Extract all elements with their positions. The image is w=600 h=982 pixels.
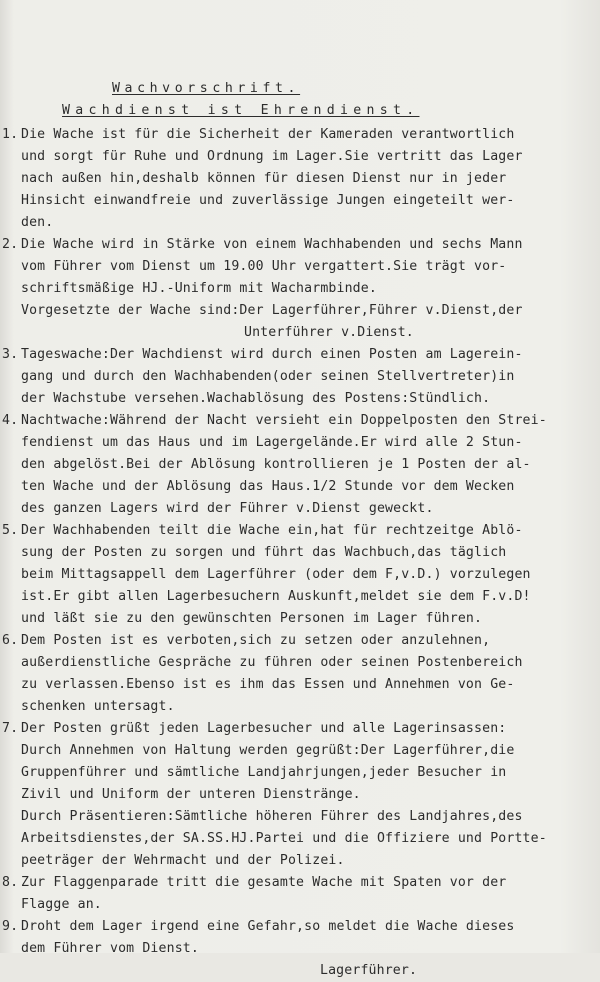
rule-line: fendienst um das Haus und im Lagergelände.Er wird alle 2 Stun-: [21, 435, 523, 450]
rule-line: außerdienstliche Gespräche zu führen oder seinen Postenbereich: [21, 655, 523, 670]
rule-line: des ganzen Lagers wird der Führer v.Dienst geweckt.: [21, 501, 434, 516]
document-title: Wachvorschrift.: [112, 81, 301, 96]
rule-item-3: [0, 344, 600, 410]
rule-line: der Wachstube versehen.Wachablösung des Postens:Stündlich.: [21, 391, 491, 406]
rule-line: Die Wache ist für die Sicherheit der Kameraden verantwortlich: [21, 127, 515, 142]
rule-line-indented: Unterführer v.Dienst.: [244, 325, 414, 340]
rule-line: ist.Er gibt allen Lagerbesuchern Auskunft,meldet sie dem F.v.D!: [21, 589, 531, 604]
rule-line: Flagge an.: [21, 897, 102, 912]
rule-line: Durch Annehmen von Haltung werden gegrüßt:Der Lagerführer,die: [21, 743, 515, 758]
rule-line: den abgelöst.Bei der Ablösung kontrollieren je 1 Posten der al-: [21, 457, 531, 472]
rule-line: Der Wachhabenden teilt die Wache ein,hat für rechtzeitge Ablö-: [21, 523, 523, 538]
rule-item-2: [0, 234, 600, 344]
rule-item-1: [0, 124, 600, 234]
rule-number: 9.: [2, 919, 19, 934]
rule-item-5: [0, 520, 600, 630]
rule-number: 4.: [2, 413, 19, 428]
rule-line: schenken untersagt.: [21, 699, 175, 714]
rule-number: 1.: [2, 127, 19, 142]
rule-number: 3.: [2, 347, 19, 362]
rule-line: Hinsicht einwandfreie und zuverlässige Jungen eingeteilt wer-: [21, 193, 515, 208]
rule-line: beim Mittagsappell dem Lagerführer (oder dem F,v.D.) vorzulegen: [21, 567, 531, 582]
signature-line: Lagerführer.: [320, 963, 418, 978]
rule-line: nach außen hin,deshalb können für diesen Dienst nur in jeder: [21, 171, 507, 186]
rule-line: sung der Posten zu sorgen und führt das Wachbuch,das täglich: [21, 545, 507, 560]
rule-line: Vorgesetzte der Wache sind:Der Lagerführer,Führer v.Dienst,der: [21, 303, 523, 318]
rule-line: Nachtwache:Während der Nacht versieht ein Doppelposten den Strei-: [21, 413, 547, 428]
rule-line: vom Führer vom Dienst um 19.00 Uhr vergattert.Sie trägt vor-: [21, 259, 507, 274]
rule-number: 2.: [2, 237, 19, 252]
rule-item-7: [0, 718, 600, 872]
rule-line: Gruppenführer und sämtliche Landjahrjungen,jeder Besucher in: [21, 765, 507, 780]
rule-number: 5.: [2, 523, 19, 538]
rule-item-9: [0, 916, 600, 960]
rule-line: gang und durch den Wachhabenden(oder seinen Stellvertreter)in: [21, 369, 515, 384]
rule-line: Arbeitsdienstes,der SA.SS.HJ.Partei und die Offiziere und Portte-: [21, 831, 547, 846]
rule-line: Droht dem Lager irgend eine Gefahr,so meldet die Wache dieses: [21, 919, 515, 934]
rule-line: den.: [21, 215, 54, 230]
rule-line: Zur Flaggenparade tritt die gesamte Wache mit Spaten vor der: [21, 875, 507, 890]
rule-line: und sorgt für Ruhe und Ordnung im Lager.Sie vertritt das Lager: [21, 149, 523, 164]
rule-line: und läßt sie zu den gewünschten Personen im Lager führen.: [21, 611, 483, 626]
rule-line: Dem Posten ist es verboten,sich zu setzen oder anzulehnen,: [21, 633, 491, 648]
rule-line: Tageswache:Der Wachdienst wird durch einen Posten am Lagerein-: [21, 347, 523, 362]
rule-line: Zivil und Uniform der unteren Dienstränge.: [21, 787, 361, 802]
rule-number: 6.: [2, 633, 19, 648]
rule-item-6: [0, 630, 600, 718]
rule-line: Die Wache wird in Stärke von einem Wachhabenden und sechs Mann: [21, 237, 523, 252]
rule-line: dem Führer vom Dienst.: [21, 941, 199, 956]
rule-line: Der Posten grüßt jeden Lagerbesucher und alle Lagerinsassen:: [21, 721, 507, 736]
rule-line: Durch Präsentieren:Sämtliche höheren Führer des Landjahres,des: [21, 809, 523, 824]
rule-number: 8.: [2, 875, 19, 890]
rule-item-8: [0, 872, 600, 916]
document-subtitle: Wachdienst ist Ehrendienst.: [62, 103, 420, 118]
rule-line: ten Wache und der Ablösung das Haus.1/2 Stunde vor dem Wecken: [21, 479, 515, 494]
rule-number: 7.: [2, 721, 19, 736]
rule-line: zu verlassen.Ebenso ist es ihm das Essen und Annehmen von Ge-: [21, 677, 515, 692]
rule-item-4: [0, 410, 600, 520]
typed-document: [0, 78, 600, 982]
rule-line: schriftsmäßige HJ.-Uniform mit Wacharmbinde.: [21, 281, 377, 296]
rule-line: peeträger der Wehrmacht und der Polizei.: [21, 853, 345, 868]
